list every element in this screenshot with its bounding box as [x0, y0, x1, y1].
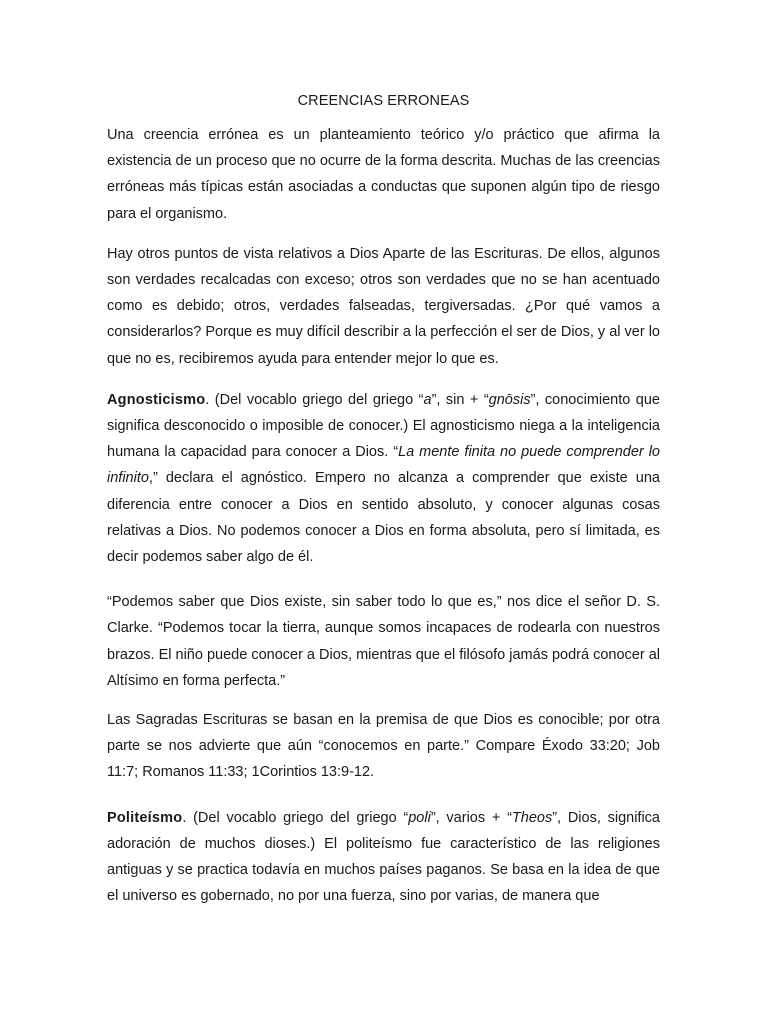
- paragraph-polytheism: Politeísmo. (Del vocablo griego del griego “poli”, varios + “Theos”, Dios, significa adoración de muchos dioses.) El politeísmo fue característico de las religiones antiguas y se practica todavía en muchos países paganos. Se basa en la idea de que el universo es gobernado, no por una fuerza, sino por varias, de manera que: [107, 809, 661, 905]
- paragraph-agnosticism: Agnosticismo. (Del vocablo griego del griego “a”, sin + “gnōsis”, conocimiento que significa desconocido o imposible de conocer.) El agnosticismo niega a la inteligencia humana la capacidad para conocer a Dios. “La mente finita no puede comprender lo infinito,” declara el agnóstico. Empero no alcanza a comprender que existe una diferencia entre conocer a Dios en sentido absoluto, y conocer algunas cosas relativas a Dios. No podemos conocer a Dios en forma absoluta, pero sí limitada, es decir podemos saber algo de él.: [107, 391, 660, 566]
- term-agnosticism: Agnosticismo: [107, 391, 206, 408]
- document-page: [107, 88, 660, 909]
- term-polytheism: Politeísmo: [107, 809, 183, 826]
- document-title: CREENCIAS ERRONEAS: [297, 93, 470, 109]
- paragraph-viewpoints: Hay otros puntos de vista relativos a Dios Aparte de las Escrituras. De ellos, algunos son verdades recalcadas con exceso; otros son verdades que no se han acentuado como es debido; otros, verdades falseadas, tergiversadas. ¿Por qué vamos a considerarlos? Porque es muy difícil describir a la perfección el ser de Dios, y al ver lo que no es, recibiremos ayuda para entender mejor lo que es.: [107, 245, 660, 367]
- paragraph-intro: Una creencia errónea es un planteamiento teórico y/o práctico que afirma la existencia de un proceso que no ocurre de la forma descrita. Muchas de las creencias erróneas más típicas están asociadas a conductas que suponen algún tipo de riesgo para el organismo.: [107, 127, 660, 222]
- paragraph-clarke-quote: “Podemos saber que Dios existe, sin saber todo lo que es,” nos dice el señor D. S. Clarke. “Podemos tocar la tierra, aunque somos incapaces de rodearla con nuestros brazos. El niño puede conocer a Dios, mientras que el filósofo jamás podrá conocer al Altísimo en forma perfecta.”: [107, 594, 660, 689]
- paragraph-scriptures: Las Sagradas Escrituras se basan en la premisa de que Dios es conocible; por otra parte se nos advierte que aún “conocemos en parte.” Compare Éxodo 33:20; Job 11:7; Romanos 11:33; 1Corintios 13:9-12.: [107, 712, 660, 781]
